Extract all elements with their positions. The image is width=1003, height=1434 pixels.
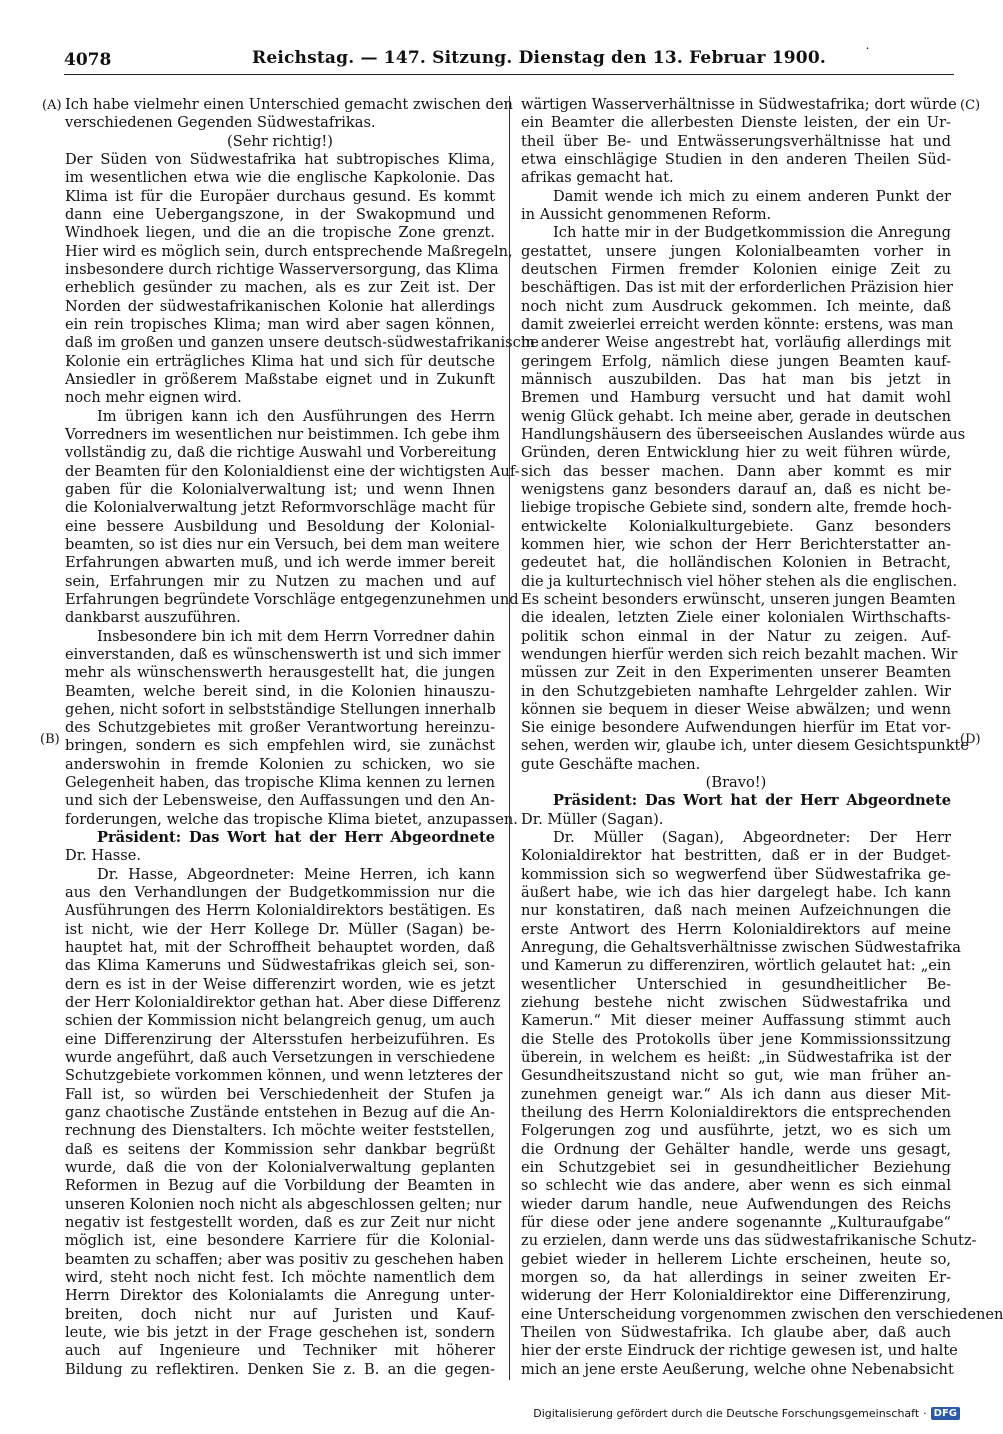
text-line: Theilen von Südwestafrika. Ich glaube aber, daß auch <box>521 1323 951 1341</box>
text-line: daß im großen und ganzen unsere deutsch-südwestafrikanische <box>65 334 539 352</box>
text-line: Norden der südwestafrikanischen Kolonie hat allerdings <box>65 297 495 315</box>
text-line: bringen, sondern es sich empfehlen wird, sie zunächst <box>65 737 495 755</box>
text-line: gedeutet hat, die holländischen Kolonien in Betracht, <box>521 554 951 572</box>
text-line: Es scheint besonders erwünscht, unseren jungen Beamten <box>521 590 956 608</box>
text-line: gebiet wieder in hellerem Lichte erscheinen, heute so, <box>521 1250 951 1268</box>
text-line: Sie einige besondere Aufwendungen hierfür im Etat vor- <box>521 719 951 737</box>
interjection: (Bravo!) <box>705 774 767 792</box>
text-line: wurde angeführt, daß auch Versetzungen in verschiedene <box>65 1049 495 1067</box>
text-line: Fall ist, so würden bei Verschiedenheit der Stufen ja <box>65 1085 495 1103</box>
text-line: aus den Verhandlungen der Budgetkommission nur die <box>65 884 495 902</box>
text-line: Erfahrungen begründete Vorschläge entgegenzunehmen und <box>65 590 519 608</box>
text-line: möglich ist, eine besondere Karriere für die Kolonial- <box>65 1232 495 1250</box>
text-line: ist nicht, wie der Herr Kollege Dr. Müller (Sagan) be- <box>65 920 495 938</box>
text-line: wird, steht noch nicht fest. Ich möchte namentlich dem <box>65 1269 495 1286</box>
text-line: äußert habe, wie ich das hier dargelegt habe. Ich kann <box>521 884 951 902</box>
margin-mark-b: (B) <box>40 732 60 747</box>
text-line: gestattet, unsere jungen Kolonialbeamten vorher in <box>521 242 951 260</box>
dfg-logo: DFG <box>931 1407 960 1420</box>
text-line: kommen hier, wie schon der Herr Berichterstatter an- <box>521 535 951 553</box>
text-line: forderungen, welche das tropische Klima bietet, anzupassen. <box>65 810 518 828</box>
text-line: Kolonialdirektor hat bestritten, daß er in der Budget- <box>521 847 951 865</box>
text-line: ein rein tropisches Klima; man wird aber sagen können, <box>65 315 495 333</box>
text-line: vollständig zu, daß die richtige Auswahl und Vorbereitung <box>65 444 497 462</box>
margin-mark-d: (D) <box>960 732 981 747</box>
text-line: widerung der Herr Kolonialdirektor eine Differenzirung, <box>521 1287 951 1305</box>
text-line: sein, Erfahrungen mir zu Nutzen zu machen und auf <box>65 572 495 590</box>
text-line: und Kamerun zu differenziren, wörtlich gelautet hat: „ein <box>521 957 951 975</box>
text-line: Kolonie ein erträgliches Klima hat und sich für deutsche <box>65 352 495 370</box>
text-line: beamten zu schaffen; aber was positiv zu geschehen haben <box>65 1250 504 1268</box>
left-column <box>65 96 539 1386</box>
text-line: männisch auszubilden. Das hat man bis jetzt in <box>521 370 951 388</box>
text-line: negativ ist festgestellt worden, daß es zur Zeit nur nicht <box>65 1214 495 1232</box>
text-line: nur konstatiren, daß nach meinen Aufzeichnungen die <box>521 902 951 920</box>
text-line: mich an jene erste Aeußerung, welche ohne Nebenabsicht <box>521 1360 954 1378</box>
text-line: eine Differenzirung der Altersstufen herbeizuführen. Es <box>65 1030 495 1048</box>
text-line: entwickelte Kolonialkulturgebiete. Ganz besonders <box>521 517 951 535</box>
text-line: gaben für die Kolonialverwaltung ist; und wenn Ihnen <box>65 480 495 498</box>
text-line: insbesondere durch richtige Wasserversorgung, das Klima <box>65 260 499 278</box>
margin-mark-a: (A) <box>42 98 62 113</box>
text-line: Gelegenheit haben, das tropische Klima kennen zu lernen <box>65 774 495 792</box>
text-line: in anderer Weise angestrebt hat, vorläufig allerdings mit <box>521 334 951 352</box>
right-column <box>521 96 1003 1386</box>
speaker-line: Präsident: Das Wort hat der Herr Abgeordnete <box>553 792 951 810</box>
text-line: des Schutzgebietes mit großer Verantwortung hereinzu- <box>65 719 495 737</box>
text-line: geringem Erfolg, nämlich diese jungen Beamten kauf- <box>521 352 951 370</box>
text-line: Vorredners im wesentlichen nur beistimmen. Ich gebe ihm <box>65 425 500 443</box>
text-line: zunehmen geneigt war.“ Als ich dann aus dieser Mit- <box>521 1085 951 1103</box>
text-line: unseren Kolonien noch nicht als abgeschlossen gelten; nur <box>65 1195 502 1213</box>
text-line: erheblich gesünder zu machen, als es zur Zeit ist. Der <box>65 279 495 297</box>
text-line: afrikas gemacht hat. <box>521 169 674 187</box>
text-line: liebige tropische Gebiete sind, sondern alte, fremde hoch- <box>521 499 952 517</box>
text-line: die Ordnung der Gehälter handle, werde uns gesagt, <box>521 1140 951 1158</box>
text-line: Ich hatte mir in der Budgetkommission die Anregung <box>553 224 951 242</box>
text-line: dern es ist in der Weise differenzirt worden, wie es jetzt <box>65 975 495 993</box>
text-line: ziehung bestehe nicht zwischen Südwestafrika und <box>521 994 951 1012</box>
text-line: dankbarst auszuführen. <box>65 609 241 627</box>
text-line: der Beamten für den Kolonialdienst eine der wichtigsten Auf- <box>65 462 520 480</box>
text-line: der Herr Kolonialdirektor gethan hat. Aber diese Differenz <box>65 994 501 1012</box>
text-line: wärtigen Wasserverhältnisse in Südwestafrika; dort würde <box>521 96 957 113</box>
text-line: gute Geschäfte machen. <box>521 755 701 773</box>
text-line: wendungen hierfür werden sich reich bezahlt machen. Wir <box>521 645 958 663</box>
digitization-credit <box>533 1407 960 1420</box>
text-line: die Stelle des Protokolls über jene Kommissionssitzung <box>521 1030 951 1048</box>
text-line: Ansiedler in größerem Maßstabe eignet und in Zukunft <box>65 370 495 388</box>
text-line: Hier wird es möglich sein, durch entsprechende Maßregeln, <box>65 242 513 260</box>
text-line: politik schon einmal in der Natur zu zeigen. Auf- <box>521 627 951 645</box>
text-line: eine Unterscheidung vorgenommen zwischen den verschiedenen <box>521 1305 1003 1323</box>
text-line: Ausführungen des Herrn Kolonialdirektors bestätigen. Es <box>65 902 495 920</box>
text-line: und sich der Lebensweise, den Auffassungen und den An- <box>65 792 495 810</box>
text-line: zu erzielen, dann werde uns das südwestafrikanische Schutz- <box>521 1232 977 1250</box>
speaker-line: Dr. Hasse, Abgeordneter: Meine Herren, ich kann <box>97 865 495 883</box>
text-line: wurde, daß die von der Kolonialverwaltung geplanten <box>65 1159 495 1177</box>
text-line: schien der Kommission nicht belangreich genug, um auch <box>65 1012 495 1030</box>
text-line: gehen, nicht sofort in selbstständige Stellungen innerhalb <box>65 700 496 718</box>
text-line: die idealen, letzten Ziele einer kolonialen Wirthschafts- <box>521 609 951 627</box>
text-line: Im übrigen kann ich den Ausführungen des Herrn <box>97 407 495 425</box>
speaker-line: Präsident: Das Wort hat der Herr Abgeordnete <box>97 829 495 847</box>
column-rule <box>509 96 510 1380</box>
text-line: Dr. Hasse. <box>65 847 142 865</box>
text-line: rechnung des Dienstalters. Ich möchte weiter feststellen, <box>65 1122 495 1140</box>
text-line: breiten, doch nicht nur auf Juristen und Kauf- <box>65 1305 495 1323</box>
text-line: noch nicht zum Ausdruck gekommen. Ich meinte, daß <box>521 297 951 315</box>
text-line: in den Schutzgebieten namhafte Lehrgelder zahlen. Wir <box>521 682 951 700</box>
text-line: wenigstens ganz besonders darauf an, daß es nicht be- <box>521 480 951 498</box>
text-line: beschäftigen. Das ist mit der erforderlichen Präzision hier <box>521 279 953 297</box>
text-line: kommission sich so wegwerfend über Südwestafrika ge- <box>521 865 951 883</box>
credit-separator: · <box>923 1407 927 1420</box>
text-line: im wesentlichen etwa wie die englische Kapkolonie. Das <box>65 169 495 187</box>
text-line: etwa einschlägige Studien in den anderen Theilen Süd- <box>521 150 951 168</box>
text-line: dann eine Uebergangszone, in der Swakopmund und <box>65 205 495 223</box>
text-line: Folgerungen zog und ausführte, jetzt, wo es sich um <box>521 1122 951 1140</box>
running-head: Reichstag. — 147. Sitzung. Dienstag den 13. Februar 1900. <box>252 48 826 68</box>
margin-mark-c: (C) <box>960 98 981 113</box>
text-line: die Kolonialverwaltung jetzt Reformvorschläge macht für <box>65 499 495 517</box>
header-dot: ˙ <box>864 46 871 62</box>
text-line: Beamten, welche bereit sind, in die Kolonien hinauszu- <box>65 682 495 700</box>
text-line: Der Süden von Südwestafrika hat subtropisches Klima, <box>65 150 495 168</box>
text-line: mehr als wünschenswerth herausgestellt hat, die jungen <box>65 664 495 682</box>
text-line: wesentlicher Unterschied in gesundheitlicher Be- <box>521 975 951 993</box>
text-line: auch auf Ingenieure und Techniker mit höherer <box>65 1342 495 1360</box>
text-line: überein, in welchem es heißt: „in Südwestafrika ist der <box>521 1049 951 1067</box>
text-line: deutschen Firmen fremder Kolonien einige Zeit zu <box>521 260 951 278</box>
text-line: daß es seitens der Kommission sehr dankbar begrüßt <box>65 1140 495 1158</box>
text-line: Ich habe vielmehr einen Unterschied gemacht zwischen den <box>65 96 513 113</box>
text-line: theilung des Herrn Kolonialdirektors die entsprechenden <box>521 1104 951 1122</box>
text-line: beamten, so ist dies nur ein Versuch, bei dem man weitere <box>65 535 500 553</box>
text-line: ein Beamter die allerbesten Dienste leisten, der ein Ur- <box>521 114 951 132</box>
text-line: wenig Glück gehabt. Ich meine aber, gerade in deutschen <box>521 407 951 425</box>
text-line: Klima ist für die Europäer durchaus gesund. Es kommt <box>65 187 495 205</box>
text-line: sehen, werden wir, glaube ich, unter diesem Gesichtspunkte <box>521 737 970 755</box>
text-line: damit zweierlei erreicht werden könnte: erstens, was man <box>521 315 954 333</box>
text-line: ganz chaotische Zustände entstehen in Bezug auf die An- <box>65 1104 495 1122</box>
text-line: Insbesondere bin ich mit dem Herrn Vorredner dahin <box>97 627 495 645</box>
text-line: Erfahrungen abwarten muß, und ich werde immer bereit <box>65 554 495 572</box>
text-line: für diese oder jene andere sogenannte „Kulturaufgabe“ <box>521 1214 951 1232</box>
text-line: Bremen und Hamburg versucht und hat damit wohl <box>521 389 951 407</box>
text-line: die ja kulturtechnisch viel höher stehen als die englischen. <box>521 572 958 590</box>
text-line: Schutzgebiete vorkommen können, und wenn letzteres der <box>65 1067 503 1085</box>
text-line: verschiedenen Gegenden Südwestafrikas. <box>65 114 376 132</box>
text-line: sich das besser machen. Dann aber kommt es mir <box>521 462 951 480</box>
text-line: noch mehr eignen wird. <box>65 389 242 407</box>
text-line: Reformen in Bezug auf die Vorbildung der Beamten in <box>65 1177 495 1195</box>
text-line: einverstanden, daß es wünschenswerth ist und sich immer <box>65 645 501 663</box>
text-line: Bildung zu reflektiren. Denken Sie z. B. an die gegen- <box>65 1360 495 1378</box>
speaker-line: Dr. Müller (Sagan), Abgeordneter: Der Herr <box>553 829 951 847</box>
page-number: 4078 <box>64 50 112 70</box>
text-line: Kamerun.“ Mit dieser meiner Auffassung stimmt auch <box>521 1012 951 1030</box>
text-line: können sie bequem in dieser Weise abwälzen; und wenn <box>521 700 951 718</box>
text-line: leute, wie bis jetzt in der Frage geschehen ist, sondern <box>65 1323 495 1341</box>
text-line: wieder darum handle, neue Aufwendungen des Reichs <box>521 1195 951 1213</box>
text-line: Dr. Müller (Sagan). <box>521 810 664 828</box>
text-line: anderswohin in fremde Kolonien zu schicken, wo sie <box>65 755 495 773</box>
text-line: Herrn Direktor des Kolonialamts die Anregung unter- <box>65 1287 495 1305</box>
text-line: theil über Be- und Entwässerungsverhältnisse hat und <box>521 132 951 150</box>
text-line: Anregung, die Gehaltsverhältnisse zwischen Südwestafrika <box>521 939 961 957</box>
text-line: Handlungshäusern des überseeischen Auslandes würde aus <box>521 425 966 443</box>
text-line: Gesundheitszustand nicht so gut, wie man früher an- <box>521 1067 951 1085</box>
text-line: hier der erste Eindruck der richtige gewesen ist, und halte <box>521 1342 958 1360</box>
interjection: (Sehr richtig!) <box>227 132 333 150</box>
text-line: müssen zur Zeit in den Experimenten unserer Beamten <box>521 664 951 682</box>
page-header <box>64 46 954 75</box>
text-line: Damit wende ich mich zu einem anderen Punkt der <box>553 187 951 205</box>
text-line: in Aussicht genommenen Reform. <box>521 205 772 223</box>
text-line: so schlecht wie das andere, aber wenn es sich einmal <box>521 1177 951 1195</box>
text-line: eine bessere Ausbildung und Besoldung der Kolonial- <box>65 517 495 535</box>
text-line: hauptet hat, mit der Schroffheit behauptet worden, daß <box>65 939 495 957</box>
text-line: Gründen, deren Entwicklung hier zu weit führen würde, <box>521 444 951 462</box>
text-line: Windhoek liegen, und die an die tropische Zone grenzt. <box>65 224 495 242</box>
text-line: ein Schutzgebiet sei in gesundheitlicher Beziehung <box>521 1159 951 1177</box>
text-line: morgen so, da hat allerdings in seiner zweiten Er- <box>521 1269 951 1286</box>
credit-text: Digitalisierung gefördert durch die Deutsche Forschungsgemeinschaft <box>533 1407 920 1420</box>
text-line: das Klima Kameruns und Südwestafrikas gleich sei, son- <box>65 957 495 975</box>
text-line: erste Antwort des Herrn Kolonialdirektors auf meine <box>521 920 951 938</box>
